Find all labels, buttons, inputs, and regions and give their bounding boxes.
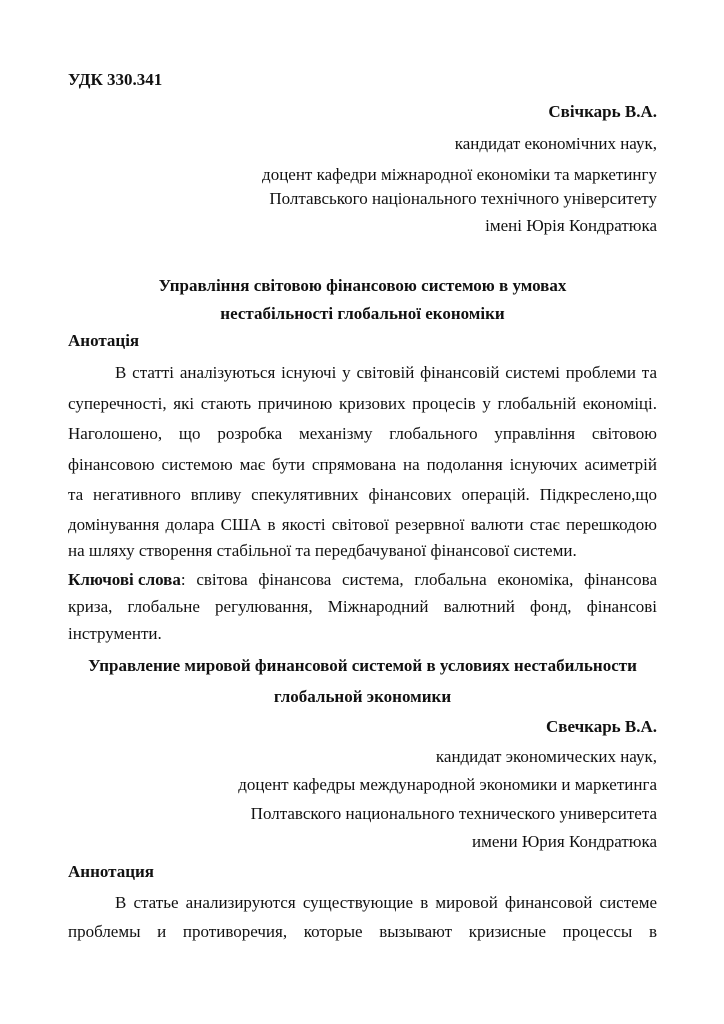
abstract-ua-line: В статті аналізуються існуючі у світовій фінансовій системі проблеми та <box>115 363 657 382</box>
keywords-text: : світова фінансова система, глобальна економіка, фінансова <box>180 570 657 589</box>
affiliation-ru-line: кандидат экономических наук, <box>435 747 657 766</box>
abstract-ru-line: проблемы и противоречия, которые вызывают кризисные процессы в <box>68 922 657 941</box>
abstract-ru-line: В статье анализируются существующие в мировой финансовой системе <box>115 893 657 912</box>
title-ua-line: нестабільності глобальної економіки <box>220 304 505 323</box>
title-ua-line: Управління світовою фінансовою системою в умовах <box>158 276 567 295</box>
abstract-ua-line: домінування долара США в якості світової резервної валюти стає перешкодою <box>68 515 657 534</box>
author-ru: Свечкарь В.А. <box>545 717 657 736</box>
affiliation-ru-line: доцент кафедры международной экономики и маркетинга <box>238 775 657 794</box>
affiliation-ru-line: имени Юрия Кондратюка <box>471 832 657 851</box>
title-ru-line: Управление мировой финансовой системой в условиях нестабильности <box>88 656 637 675</box>
abstract-heading-ru: Аннотация <box>68 862 154 881</box>
abstract-ua-line: Наголошено, що розробка механізму глобального управління світовою <box>68 424 657 443</box>
keywords-label: Ключові слова <box>68 570 181 589</box>
affiliation-ua-line: імені Юрія Кондратюка <box>485 216 657 235</box>
keywords-ua-line: криза, глобальне регулювання, Міжнародний валютний фонд, фінансові <box>68 597 657 616</box>
abstract-heading-ua: Анотація <box>68 331 140 350</box>
abstract-ua-line: фінансовою системою має бути спрямована на подолання існуючих асиметрій <box>68 455 657 474</box>
affiliation-ua-line: Полтавського національного технічного університету <box>269 189 657 208</box>
udk-code: УДК 330.341 <box>68 70 163 89</box>
affiliation-ru-line: Полтавского национального технического университета <box>250 804 657 823</box>
abstract-ua-line: та негативного впливу спекулятивних фінансових операцій. Підкреслено,що <box>68 485 657 504</box>
author-ua: Свічкарь В.А. <box>548 102 657 121</box>
affiliation-ua-line: кандидат економічних наук, <box>454 134 657 153</box>
abstract-ua-line: суперечності, які стають причиною кризових процесів у глобальній економіці. <box>68 394 657 413</box>
title-ru-line: глобальной экономики <box>273 687 452 706</box>
abstract-ua-line: на шляху створення стабільної та передбачуваної фінансової системи. <box>68 541 577 560</box>
keywords-ua-line: інструменти. <box>68 624 162 643</box>
affiliation-ua-line: доцент кафедри міжнародної економіки та маркетингу <box>262 165 657 184</box>
keywords-ua <box>68 570 657 590</box>
